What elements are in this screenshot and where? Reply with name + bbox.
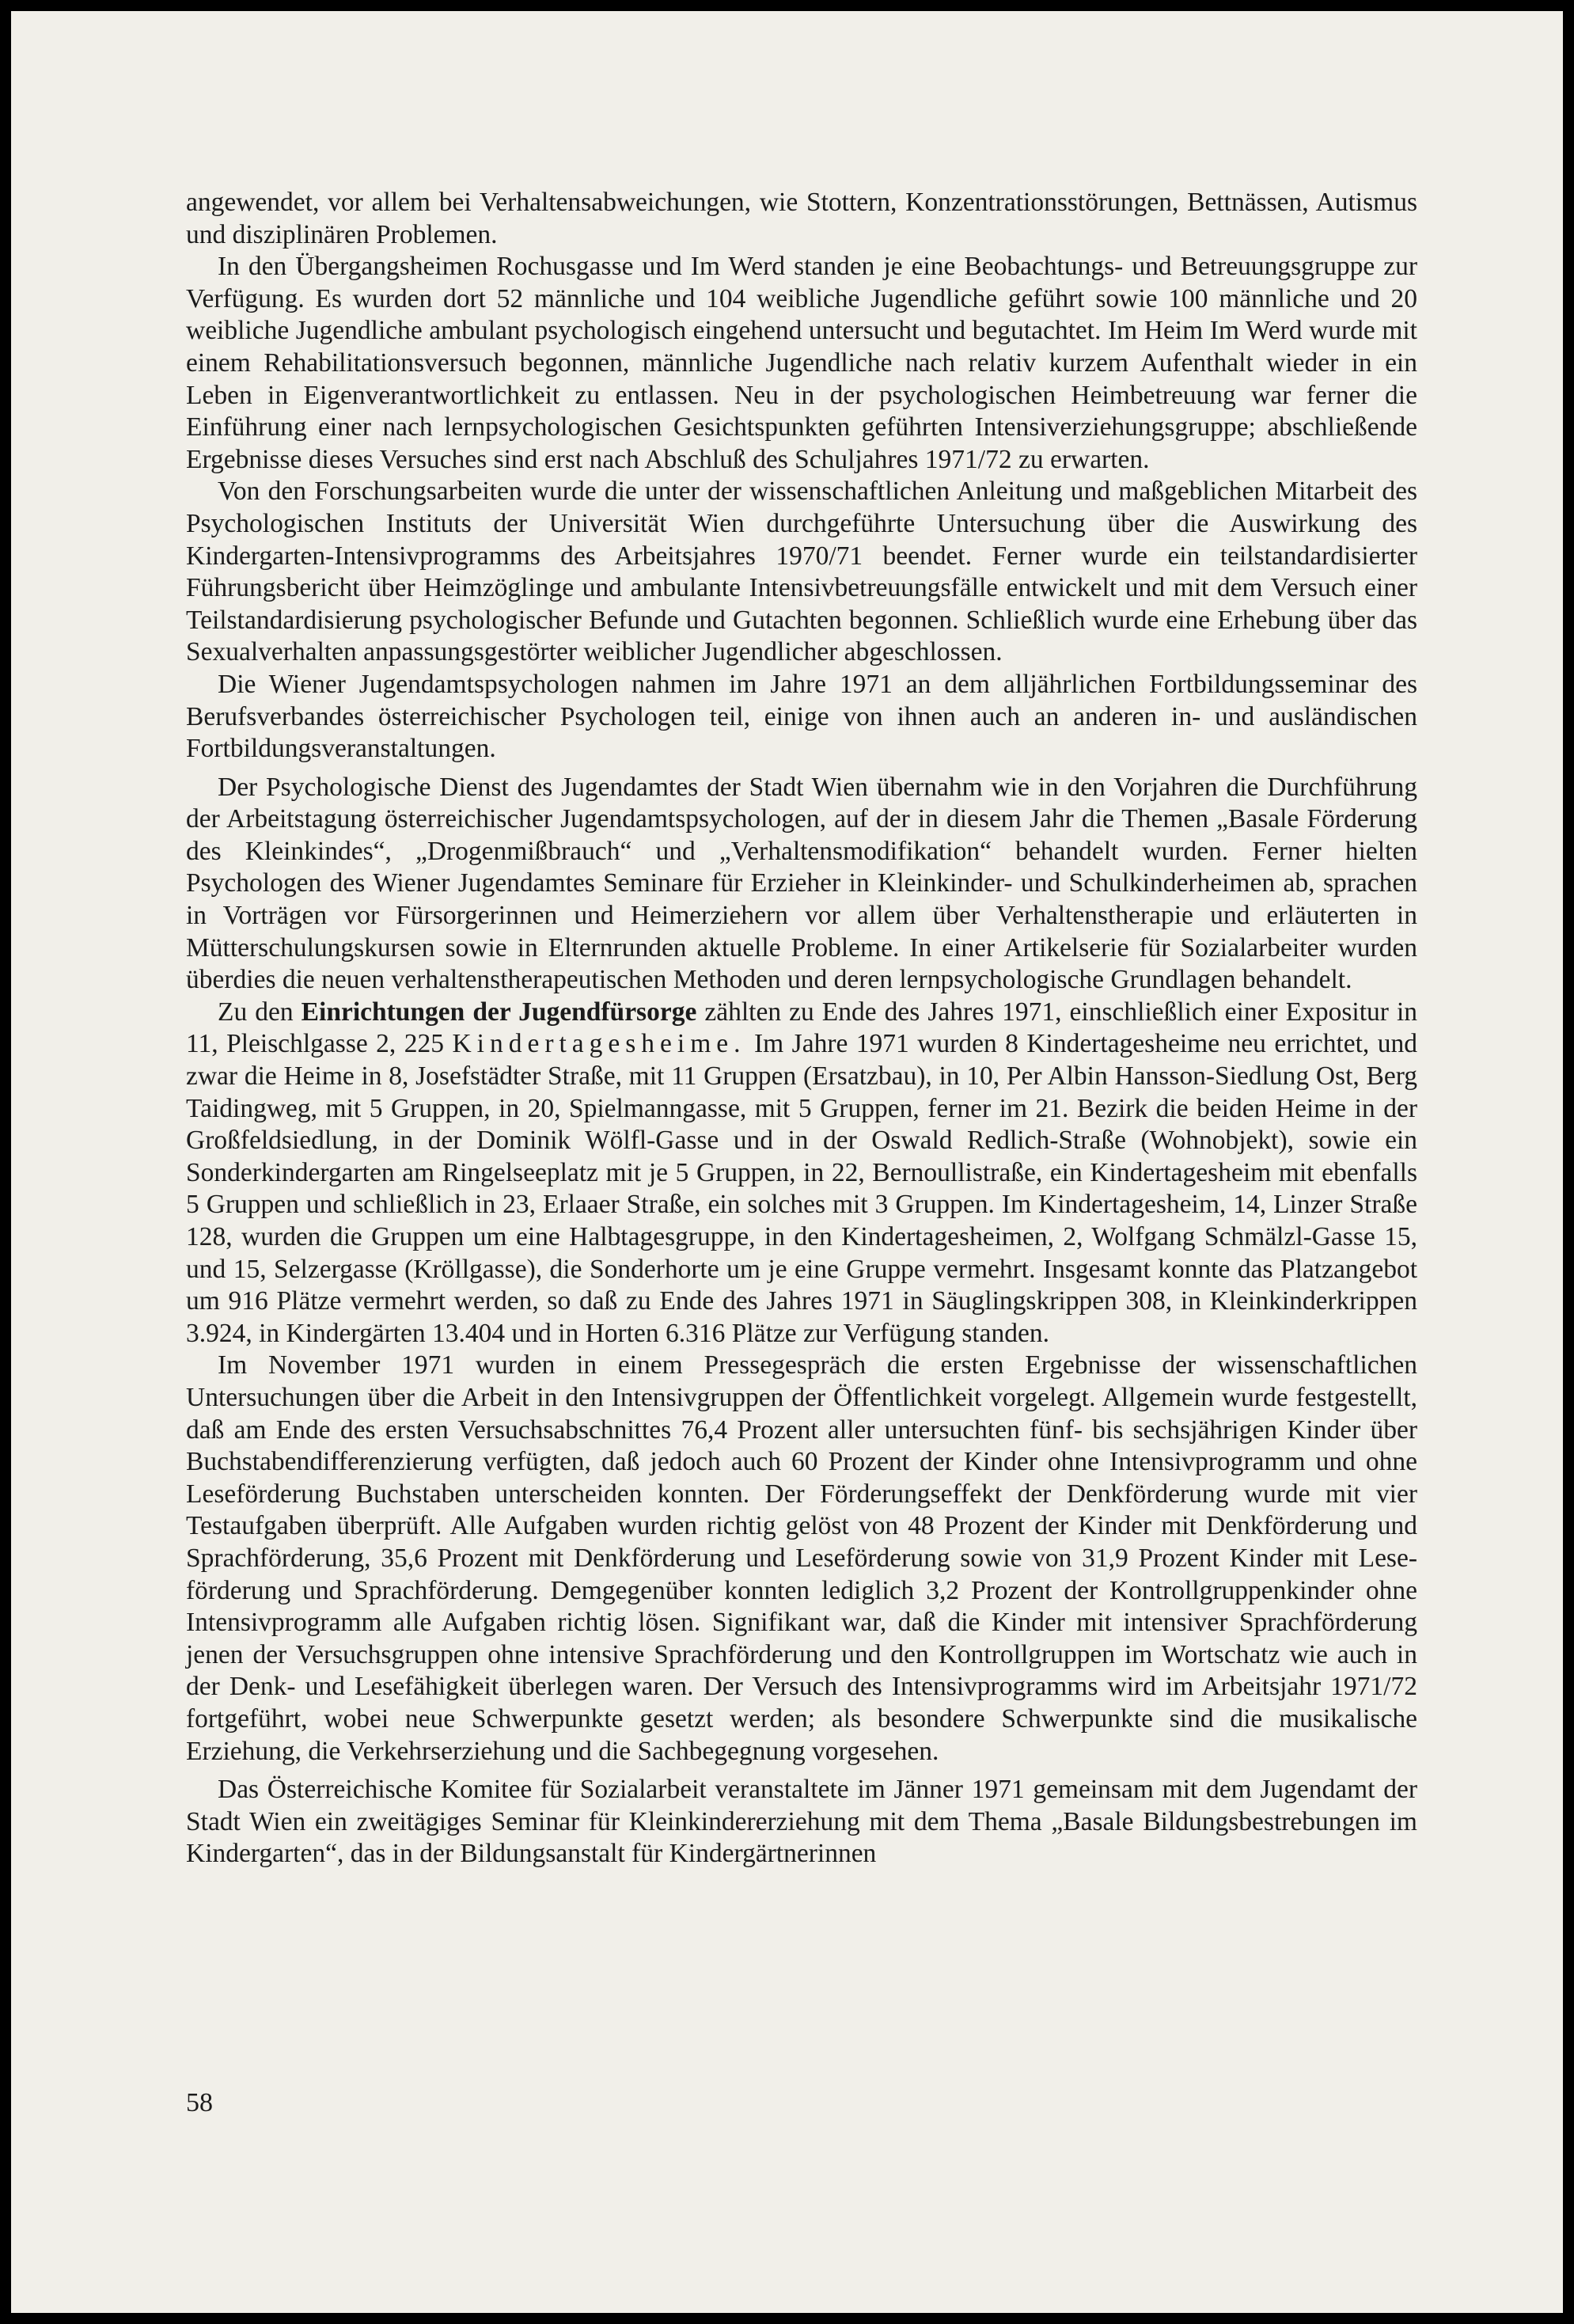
paragraph-3: Von den Forschungsarbeiten wurde die unter der wissenschaftlichen Anleitung und maßgeblichen Mitarbeit des Psychologischen Instituts der Universität Wien durchgeführte Untersuchung über die Auswirkung des Kindergarten-Intensivprogramms des Arbeitsjahres 1970/71 beendet. Ferner wurde ein teilstandardisierter Führungsbericht über Heimzöglinge und ambulante Intensivbetreuungsfälle entwickelt und mit dem Versuch einer Teilstandardisierung psychologischer Befunde und Gutachten begonnen. Schließlich wurde eine Erhebung über das Sexualverhalten anpassungsgestörter weiblicher Jugendlicher abgeschlossen. — [186, 477, 1417, 667]
spaced-term-kindertagesheime: Kindertagesheime. — [452, 1029, 746, 1059]
paragraph-4: Die Wiener Jugendamtspsychologen nahmen im Jahre 1971 an dem alljährlichen Fortbildungsseminar des Berufsverbandes österreichischer Psychologen teil, einige von ihnen auch an anderen in- und ausländischen Fortbildungsveranstaltungen. — [186, 669, 1417, 764]
paragraph-6-intro: Zu den — [218, 997, 294, 1027]
paragraph-8: Das Österreichische Komitee für Sozialarbeit veranstaltete im Jänner 1971 gemeinsam mit dem Jugendamt der Stadt Wien ein zweitägiges Seminar für Kleinkindererziehung mit dem Thema „Basale Bildungsbestrebungen im Kindergarten“, das in der Bildungsanstalt für Kindergärtnerinnen — [186, 1775, 1417, 1869]
paragraph-2: In den Übergangsheimen Rochusgasse und Im Werd standen je eine Beobachtungs- und Betreuungsgruppe zur Verfügung. Es wurden dort 52 männliche und 104 weibliche Jugendliche geführt sowie 100 männliche und 20 weibliche Jugendliche ambulant psychologisch eingehend untersucht und begutachtet. Im Heim Im Werd wurde mit einem Rehabilitationsversuch begonnen, männliche Jugendliche nach relativ kurzem Aufenthalt wieder in ein Leben in Eigenverantwortlichkeit zu entlassen. Neu in der psychologischen Heimbetreuung war ferner die Einführung einer nach lernpsychologischen Gesichtspunkten geführten Intensiverziehungsgruppe; abschließende Ergebnisse dieses Versuches sind erst nach Abschluß des Schuljahres 1971/72 zu erwarten. — [186, 252, 1417, 474]
document-page — [11, 11, 1563, 2313]
paragraph-6 — [186, 997, 1417, 1350]
paragraph-7: Im November 1971 wurden in einem Pressegespräch die ersten Ergebnisse der wissenschaftlichen Untersuchungen über die Arbeit in den Intensivgruppen der Öffentlichkeit vorgelegt. Allgemein wurde festgestellt, daß am Ende des ersten Versuchsabschnittes 76,4 Prozent aller untersuchten fünf- bis sechsjährigen Kinder über Buchstabendifferenzierung verfügten, daß jedoch auch 60 Prozent der Kinder ohne Intensivprogramm und ohne Leseförderung Buchstaben unterscheiden konnten. Der Förderungseffekt der Denkförderung wurde mit vier Testaufgaben überprüft. Alle Aufgaben wurden richtig gelöst von 48 Prozent der Kinder mit Denkförderung und Sprachförderung, 35,6 Prozent mit Denkförderung und Leseförderung sowie von 31,9 Prozent Kinder mit Leseförderung und Sprachförderung. Demgegenüber konnten lediglich 3,2 Prozent der Kontrollgruppenkinder ohne Intensivprogramm alle Aufgaben richtig lösen. Signifikant war, daß die Kinder mit intensiver Sprachförderung jenen der Versuchsgruppen ohne intensive Sprachförderung und den Kontrollgruppen im Wortschatz wie auch in der Denk- und Lesefähigkeit überlegen waren. Der Versuch des Intensivprogramms wird im Arbeitsjahr 1971/72 fortgeführt, wobei neue Schwerpunkte gesetzt werden; als besondere Schwerpunkte sind die musikalische Erziehung, die Verkehrserziehung und die Sachbegegnung vorgesehen. — [186, 1350, 1417, 1766]
paragraph-6-part-b: Im Jahre 1971 wurden 8 Kindertagesheime neu errichtet, und zwar die Heime in 8, Josefstädter Straße, mit 11 Gruppen (Ersatzbau), in 10, Per Albin Hansson-Siedlung Ost, Berg Taidingweg, mit 5 Gruppen, in 20, Spielmanngasse, mit 5 Gruppen, ferner im 21. Bezirk die beiden Heime in der Großfeldsiedlung, in der Dominik Wölfl-Gasse und in der Oswald Redlich-Straße (Wohnobjekt), sowie ein Sonderkindergarten am Ringelseeplatz mit je 5 Gruppen, in 22, Bernoullistraße, ein Kindertagesheim mit ebenfalls 5 Gruppen und schließlich in 23, Erlaaer Straße, ein solches mit 3 Gruppen. Im Kindertagesheim, 14, Linzer Straße 128, wurden die Gruppen um eine Halbtagesgruppe, in den Kindertagesheimen, 2, Wolfgang Schmälzl-Gasse 15, und 15, Selzergasse (Kröllgasse), die Sonderhorte um je eine Gruppe vermehrt. Insgesamt konnte das Platzangebot um 916 Plätze vermehrt werden, so daß zu Ende des Jahres 1971 in Säuglingskrippen 308, in Kleinkinderkrippen 3.924, in Kindergärten 13.404 und in Horten 6.316 Plätze zur Verfügung standen. — [186, 1029, 1418, 1348]
body-text — [186, 187, 1417, 1870]
section-heading-einrichtungen: Einrichtungen der Jugendfürsorge — [301, 997, 697, 1027]
paragraph-6-part-a: zählten zu Ende des Jahres 1971, einschließlich einer Expositur in 11, Pleischlgasse 2, 225 — [186, 997, 1418, 1059]
page-number: 58 — [186, 2088, 213, 2117]
paragraph-5: Der Psychologische Dienst des Jugendamtes der Stadt Wien übernahm wie in den Vorjahren die Durchführung der Arbeitstagung österreichischer Jugendamtspsychologen, auf der in diesem Jahr die Themen „Basale Förderung des Kleinkindes“, „Drogenmißbrauch“ und „Verhaltensmodifikation“ behandelt wurden. Ferner hielten Psychologen des Wiener Jugendamtes Seminare für Erzieher in Kleinkinder- und Schulkinderheimen ab, sprachen in Vorträgen vor Fürsorgerinnen und Heimerziehern vor allem über Verhaltenstherapie und erläuterten in Mütterschulungskursen sowie in Elternrunden aktuelle Probleme. In einer Artikelserie für Sozialarbeiter wurden überdies die neuen verhaltenstherapeutischen Methoden und deren lernpsychologische Grundlagen behandelt. — [186, 772, 1417, 995]
paragraph-1: angewendet, vor allem bei Verhaltensabweichungen, wie Stottern, Konzentrationsstörungen, Bettnässen, Autismus und disziplinären Problemen. — [186, 188, 1417, 249]
